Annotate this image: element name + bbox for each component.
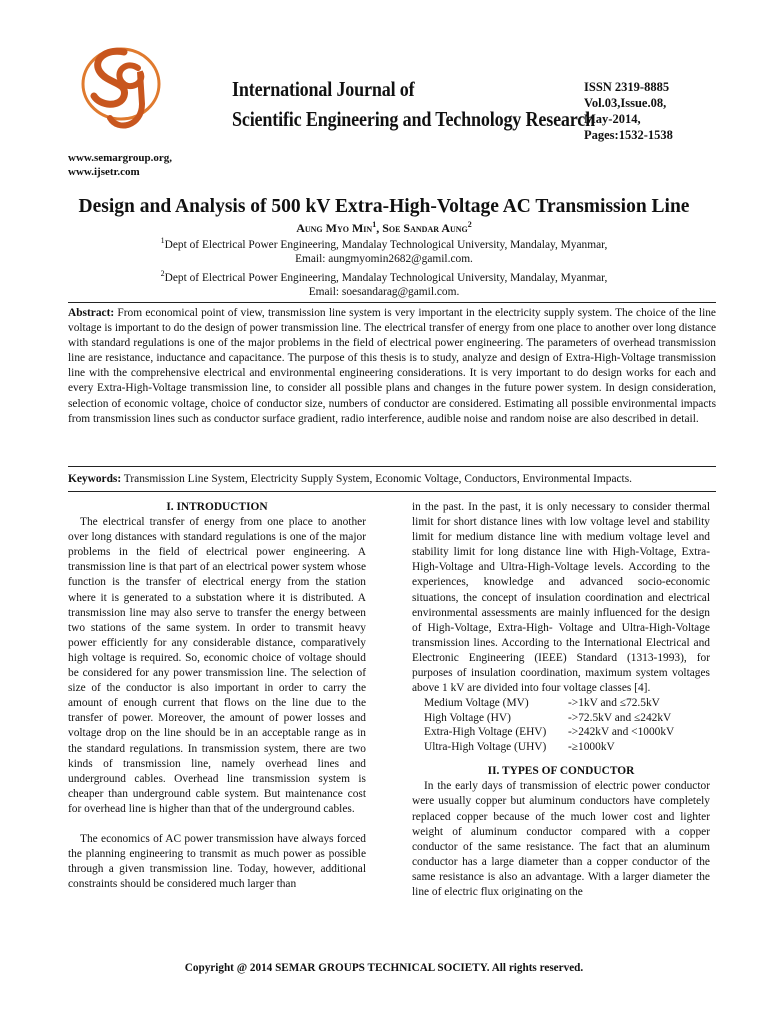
- divider: [68, 491, 716, 492]
- author-affiliation-mark: 1: [372, 220, 377, 229]
- abstract: [68, 306, 716, 427]
- voltage-class-name: High Voltage (HV): [424, 711, 511, 724]
- author-separator: ,: [376, 221, 383, 235]
- voltage-class-name: Ultra-High Voltage (UHV): [424, 740, 547, 753]
- affiliations: [0, 234, 768, 300]
- affiliation-text: Dept of Electrical Power Engineering, Mandalay Technological University, Mandalay, Myanmar,: [164, 271, 608, 284]
- journal-title-line1: International Journal of: [232, 77, 415, 101]
- sg-logo-icon: [66, 34, 176, 152]
- paper-title: Design and Analysis of 500 kV Extra-High-Voltage AC Transmission Line: [78, 196, 690, 217]
- paragraph-gap: [412, 754, 710, 764]
- left-column: [68, 500, 366, 892]
- affiliation-mark: 2: [160, 268, 165, 278]
- voltage-class-table: [424, 696, 674, 754]
- affiliation-email[interactable]: Email: soesandarag@gamil.com.: [308, 286, 460, 299]
- affiliation-dept: [0, 234, 768, 252]
- voltage-class-range: -≥1000kV: [568, 740, 615, 753]
- voltage-class-range: ->1kV and ≤72.5kV: [568, 697, 660, 710]
- abstract-label: Abstract:: [68, 307, 115, 319]
- affiliation-email[interactable]: Email: aungmyomin2682@gamil.com.: [295, 253, 473, 266]
- voltage-class-name: Extra-High Voltage (EHV): [424, 726, 547, 739]
- body-paragraph: In the early days of transmission of electric power conductor were usually copper but aluminum conductors have completely replaced copper because of the much lower cost and lighter weight of aluminum conductor compared with a copper conductor of the same resistance. The fact that an aluminum conductor has a large diameter than a copper conductor of the same resistance is also an advantage. With a larger diameter the line of electric flux originating on the: [412, 780, 710, 898]
- copyright-footer: Copyright @ 2014 SEMAR GROUPS TECHNICAL SOCIETY. All rights reserved.: [184, 962, 584, 974]
- divider: [68, 466, 716, 467]
- volume-issue: Vol.03,Issue.08,: [584, 96, 667, 110]
- website-link-1[interactable]: www.semargroup.org,: [68, 152, 172, 164]
- keywords-label: Keywords:: [68, 473, 122, 485]
- journal-logo: [66, 34, 176, 152]
- issn-block: [584, 79, 673, 143]
- section-heading: II. TYPES OF CONDUCTOR: [487, 765, 635, 778]
- abstract-text: From economical point of view, transmission line system is very important in the electricity supply system. The choice of the line voltage is important to do the design of power transmission line. The electrical transfer of energy from one place to another over long distance with standard regulations is one of the major problems in the field of electrical power engineering. The parameters of overhead transmission line are resistance, inductance and capacitance. The purpose of this thesis is to study, analyze and design of Extra-High-Voltage transmission line with the comprehensive electrical and environmental engineering considerations. It is very important to do design works for each and every Extra-High-Voltage transmission line, to consider all possible plans and changes in the future power system. In design consideration, selection of economic voltage, choice of conductor size, numbers of conductor are considered. Estimating all possible environmental impacts from transmission lines such as conductor surface gradient, radio interference, audible noise and random noise are also described in detail.: [68, 307, 717, 425]
- body-paragraph: The economics of AC power transmission have always forced the planning engineering to transmit as much power as possible through a given transmission line. Today, however, additional constraints should be considered much larger than: [68, 832, 366, 891]
- keywords-text: Transmission Line System, Electricity Supply System, Economic Voltage, Conductors, Environmental Impacts.: [121, 473, 633, 485]
- websites: [68, 151, 172, 179]
- author-name: Aung Myo Min: [296, 221, 373, 235]
- voltage-class-row: [424, 725, 674, 740]
- voltage-class-row: [424, 711, 674, 726]
- paragraph-gap: [68, 817, 366, 832]
- body-paragraph: in the past. In the past, it is only necessary to consider thermal limit for short distance lines with low voltage level and stability limit for medium distance line with medium voltage level and stability limit for long distance line with High-Voltage, Extra-High-Voltage and Ultra-High-Voltage levels. According to the experiences, knowledge and advanced socio-economic situations, the concept of insulation coordination and electrical environmental assessments are mainly influenced for the design of High-Voltage, Extra-High- Voltage and Ultra-High-Voltage transmission lines. According to the International Electrical and Electronic Engineering (IEEE) Standard (1313-1993), for purposes of insulation coordination, maximum system voltages above 1 kV are divided into four voltage classes [4].: [412, 501, 710, 695]
- voltage-class-row: [424, 740, 674, 755]
- website-link-2[interactable]: www.ijsetr.com: [68, 166, 140, 178]
- keywords: [68, 472, 716, 487]
- voltage-class-range: ->72.5kV and ≤242kV: [568, 711, 672, 724]
- body-paragraph: The electrical transfer of energy from one place to another over long distances with standard regulations is one of the major problems in the field of electrical power engineering. A transmission line is that part of an electrical power system whose function is the transfer of electrical energy from the station where it is generated to a substation where it is distributed. A transmission line may also serve to transfer the energy between two stations of the same system. In order to transmit heavy power efficiently for any considerable distance, comparatively high voltage is required. So, economic choice of voltage should be considered for any power transmission line. The selection of size of the conductor is also important in order to carry the amount of enough current that flows on the line due to the transfer of power. Moreover, the amount of power losses and voltage drop on the line should be in an acceptable range as in the standard regulations. In transmission system, there are two kinds of transmission line, namely overhead lines and underground cables. Overhead line transmission system is cheaper than underground cable system. But maintenance cost for overhead line is higher than that of the underground cables.: [68, 516, 366, 815]
- affiliation-text: Dept of Electrical Power Engineering, Mandalay Technological University, Mandalay, Myanmar,: [164, 238, 608, 251]
- publication-date: May-2014,: [584, 112, 641, 126]
- page-range: Pages:1532-1538: [584, 128, 673, 142]
- issn: ISSN 2319-8885: [584, 80, 670, 94]
- author-affiliation-mark: 2: [467, 220, 472, 229]
- right-column: [412, 500, 710, 900]
- affiliation-dept: [0, 267, 768, 285]
- journal-title: [232, 74, 595, 134]
- journal-title-line2: Scientific Engineering and Technology Research: [232, 107, 596, 131]
- voltage-class-row: [424, 696, 674, 711]
- voltage-class-range: ->242kV and <1000kV: [568, 726, 675, 739]
- section-heading: I. INTRODUCTION: [166, 501, 268, 513]
- affiliation-mark: 1: [160, 236, 165, 245]
- divider: [68, 302, 716, 303]
- author-name: Soe Sandar Aung: [382, 221, 468, 235]
- voltage-class-name: Medium Voltage (MV): [424, 697, 529, 710]
